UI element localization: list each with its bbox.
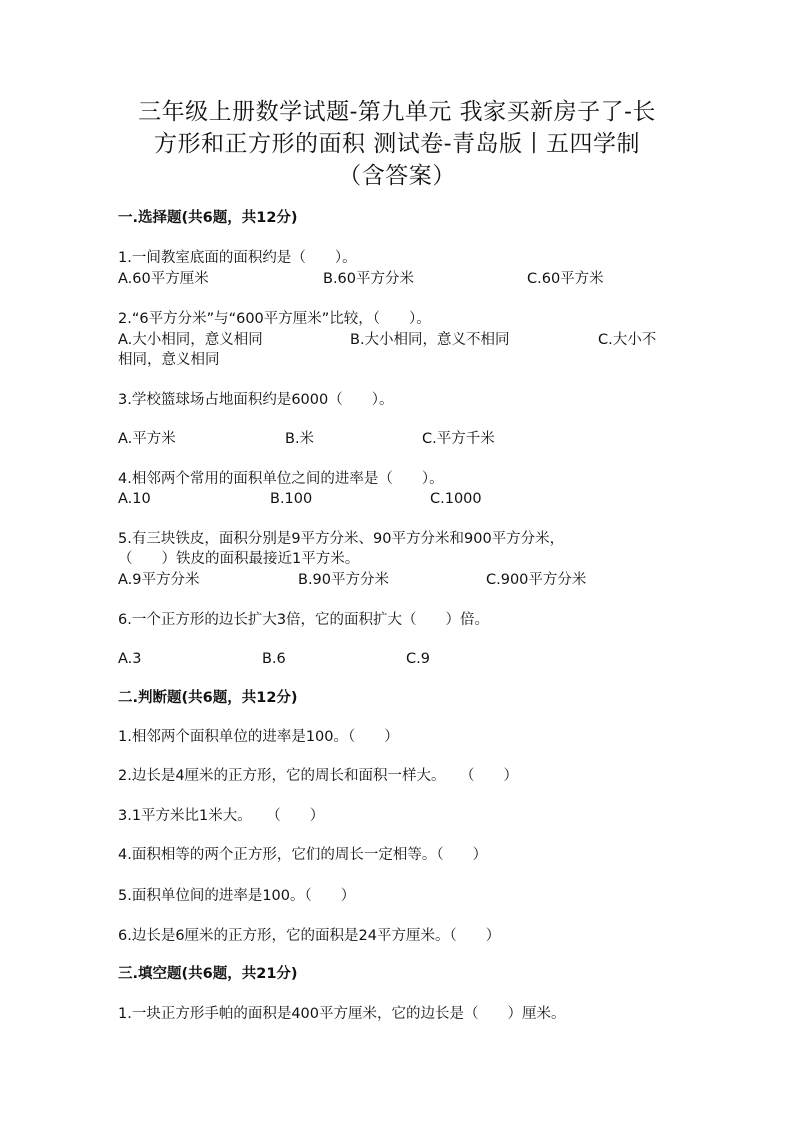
choice-question-5-wrap: （ ）铁皮的面积最接近1平方米。 — [118, 551, 360, 567]
choice-question-6: 6.一个正方形的边长扩大3倍，它的面积扩大（ ）倍。 — [118, 612, 490, 628]
choice-q4-option-b: B.100 — [270, 491, 313, 507]
choice-question-4: 4.相邻两个常用的面积单位之间的进率是（ ）。 — [118, 471, 444, 487]
choice-q1-option-b: B.60平方分米 — [323, 271, 415, 287]
page-title — [100, 96, 694, 192]
choice-q2-option-c: C.大小不 — [598, 332, 657, 348]
title-line-1: 三年级上册数学试题-第九单元 我家买新房子了-长 — [138, 99, 656, 125]
choice-q2-option-a: A.大小相同，意义相同 — [118, 332, 263, 348]
choice-q1-option-a: A.60平方厘米 — [118, 271, 209, 287]
choice-q2-option-wrap: 相同，意义相同 — [118, 352, 220, 368]
section-heading-judge: 二.判断题(共6题，共12分) — [118, 690, 298, 706]
choice-q3-option-c: C.平方千米 — [422, 431, 495, 447]
judge-question-3: 3.1平方米比1米大。 （ ） — [118, 808, 325, 824]
choice-question-3: 3.学校篮球场占地面积约是6000（ ）。 — [118, 392, 394, 408]
choice-q6-option-b: B.6 — [262, 651, 286, 667]
judge-question-1: 1.相邻两个面积单位的进率是100。（ ） — [118, 729, 399, 745]
choice-q5-option-c: C.900平方分米 — [486, 572, 587, 588]
choice-q1-option-c: C.60平方米 — [527, 271, 604, 287]
choice-question-2: 2.“6平方分米”与“600平方厘米”比较，（ ）。 — [118, 311, 431, 327]
choice-question-1: 1.一间教室底面的面积约是（ ）。 — [118, 250, 357, 266]
choice-q5-option-a: A.9平方分米 — [118, 572, 200, 588]
judge-question-6: 6.边长是6厘米的正方形，它的面积是24平方厘米。（ ） — [118, 928, 501, 944]
choice-q3-option-b: B.米 — [285, 431, 315, 447]
choice-q3-option-a: A.平方米 — [118, 431, 176, 447]
judge-question-4: 4.面积相等的两个正方形，它们的周长一定相等。（ ） — [118, 847, 488, 863]
choice-q5-option-b: B.90平方分米 — [298, 572, 390, 588]
judge-question-5: 5.面积单位间的进率是100。（ ） — [118, 888, 356, 904]
title-line-3: （含答案） — [338, 163, 456, 189]
title-line-2: 方形和正方形的面积 测试卷-青岛版丨五四学制 — [153, 131, 641, 157]
choice-q6-option-a: A.3 — [118, 651, 142, 667]
choice-q4-option-a: A.10 — [118, 491, 151, 507]
fill-question-1: 1.一块正方形手帕的面积是400平方厘米，它的边长是（ ）厘米。 — [118, 1006, 566, 1022]
judge-question-2: 2.边长是4厘米的正方形，它的周长和面积一样大。 （ ） — [118, 768, 519, 784]
section-heading-fill: 三.填空题(共6题，共21分) — [118, 966, 298, 982]
choice-question-5: 5.有三块铁皮，面积分别是9平方分米、90平方分米和900平方分米， — [118, 531, 565, 547]
section-heading-choice: 一.选择题(共6题，共12分) — [118, 210, 298, 226]
choice-q4-option-c: C.1000 — [430, 491, 482, 507]
choice-q2-option-b: B.大小相同，意义不相同 — [350, 332, 510, 348]
choice-q6-option-c: C.9 — [406, 651, 430, 667]
